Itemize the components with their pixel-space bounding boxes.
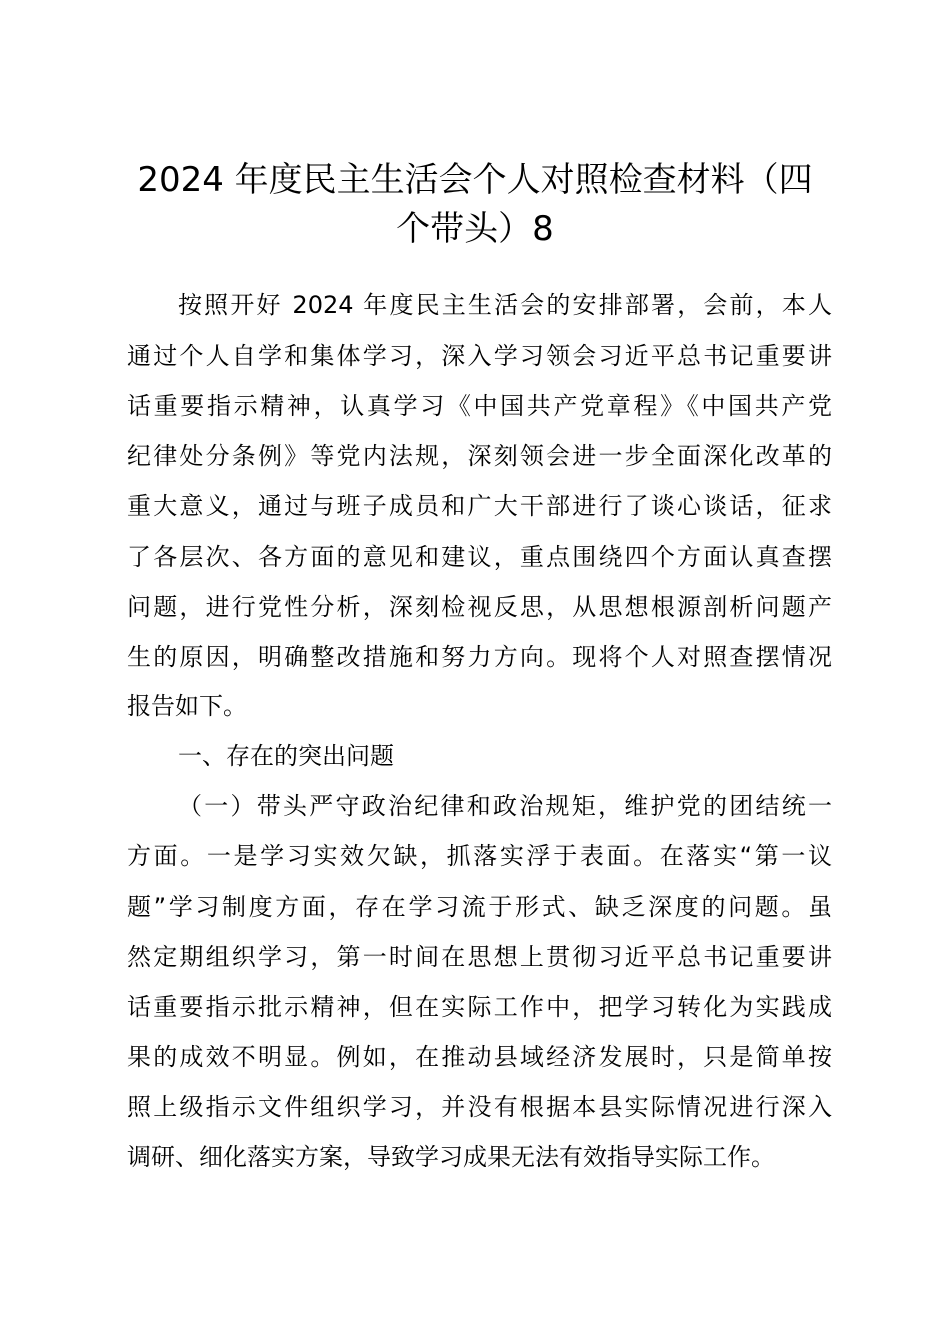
body-line-17: 照上级指示文件组织学习，并没有根据本县实际情况进行深入 [127,1093,832,1121]
title-line-1: 2024 年度民主生活会个人对照检查材料（四 [137,160,813,200]
body-line-4: 纪律处分条例》等党内法规，深刻领会进一步全面深化改革的 [127,442,832,470]
body-line-13: 题”学习制度方面，存在学习流于形式、缺乏深度的问题。虽 [127,893,832,921]
body-line-7: 问题，进行党性分析，深刻检视反思，从思想根源剖析问题产 [127,593,832,621]
body-line-9: 报告如下。 [127,692,247,720]
body-line-2: 通过个人自学和集体学习，深入学习领会习近平总书记重要讲 [127,342,832,370]
body-line-6: 了各层次、各方面的意见和建议，重点围绕四个方面认真查摆 [127,543,832,571]
body-line-14: 然定期组织学习，第一时间在思想上贯彻习近平总书记重要讲 [127,943,832,971]
body-line-3: 话重要指示精神，认真学习《中国共产党章程》《中国共产党 [127,392,832,420]
body-line-12: 方面。一是学习实效欠缺，抓落实浮于表面。在落实“第一议 [127,842,832,870]
body-line-16: 果的成效不明显。例如，在推动县域经济发展时，只是简单按 [127,1043,832,1071]
body-line-11: （一）带头严守政治纪律和政治规矩，维护党的团结统一 [178,792,832,820]
title-line-2: 个带头）8 [396,209,554,249]
body-line-8: 生的原因，明确整改措施和努力方向。现将个人对照查摆情况 [127,643,832,671]
document-title [110,156,840,254]
body-line-5: 重大意义，通过与班子成员和广大干部进行了谈心谈话，征求 [127,492,832,520]
section-heading: 一、存在的突出问题 [178,742,394,770]
body-line-1: 按照开好 2024 年度民主生活会的安排部署，会前，本人 [178,291,832,319]
body-line-18: 调研、细化落实方案，导致学习成果无法有效指导实际工作。 [127,1143,775,1171]
body-line-15: 话重要指示批示精神，但在实际工作中，把学习转化为实践成 [127,993,832,1021]
